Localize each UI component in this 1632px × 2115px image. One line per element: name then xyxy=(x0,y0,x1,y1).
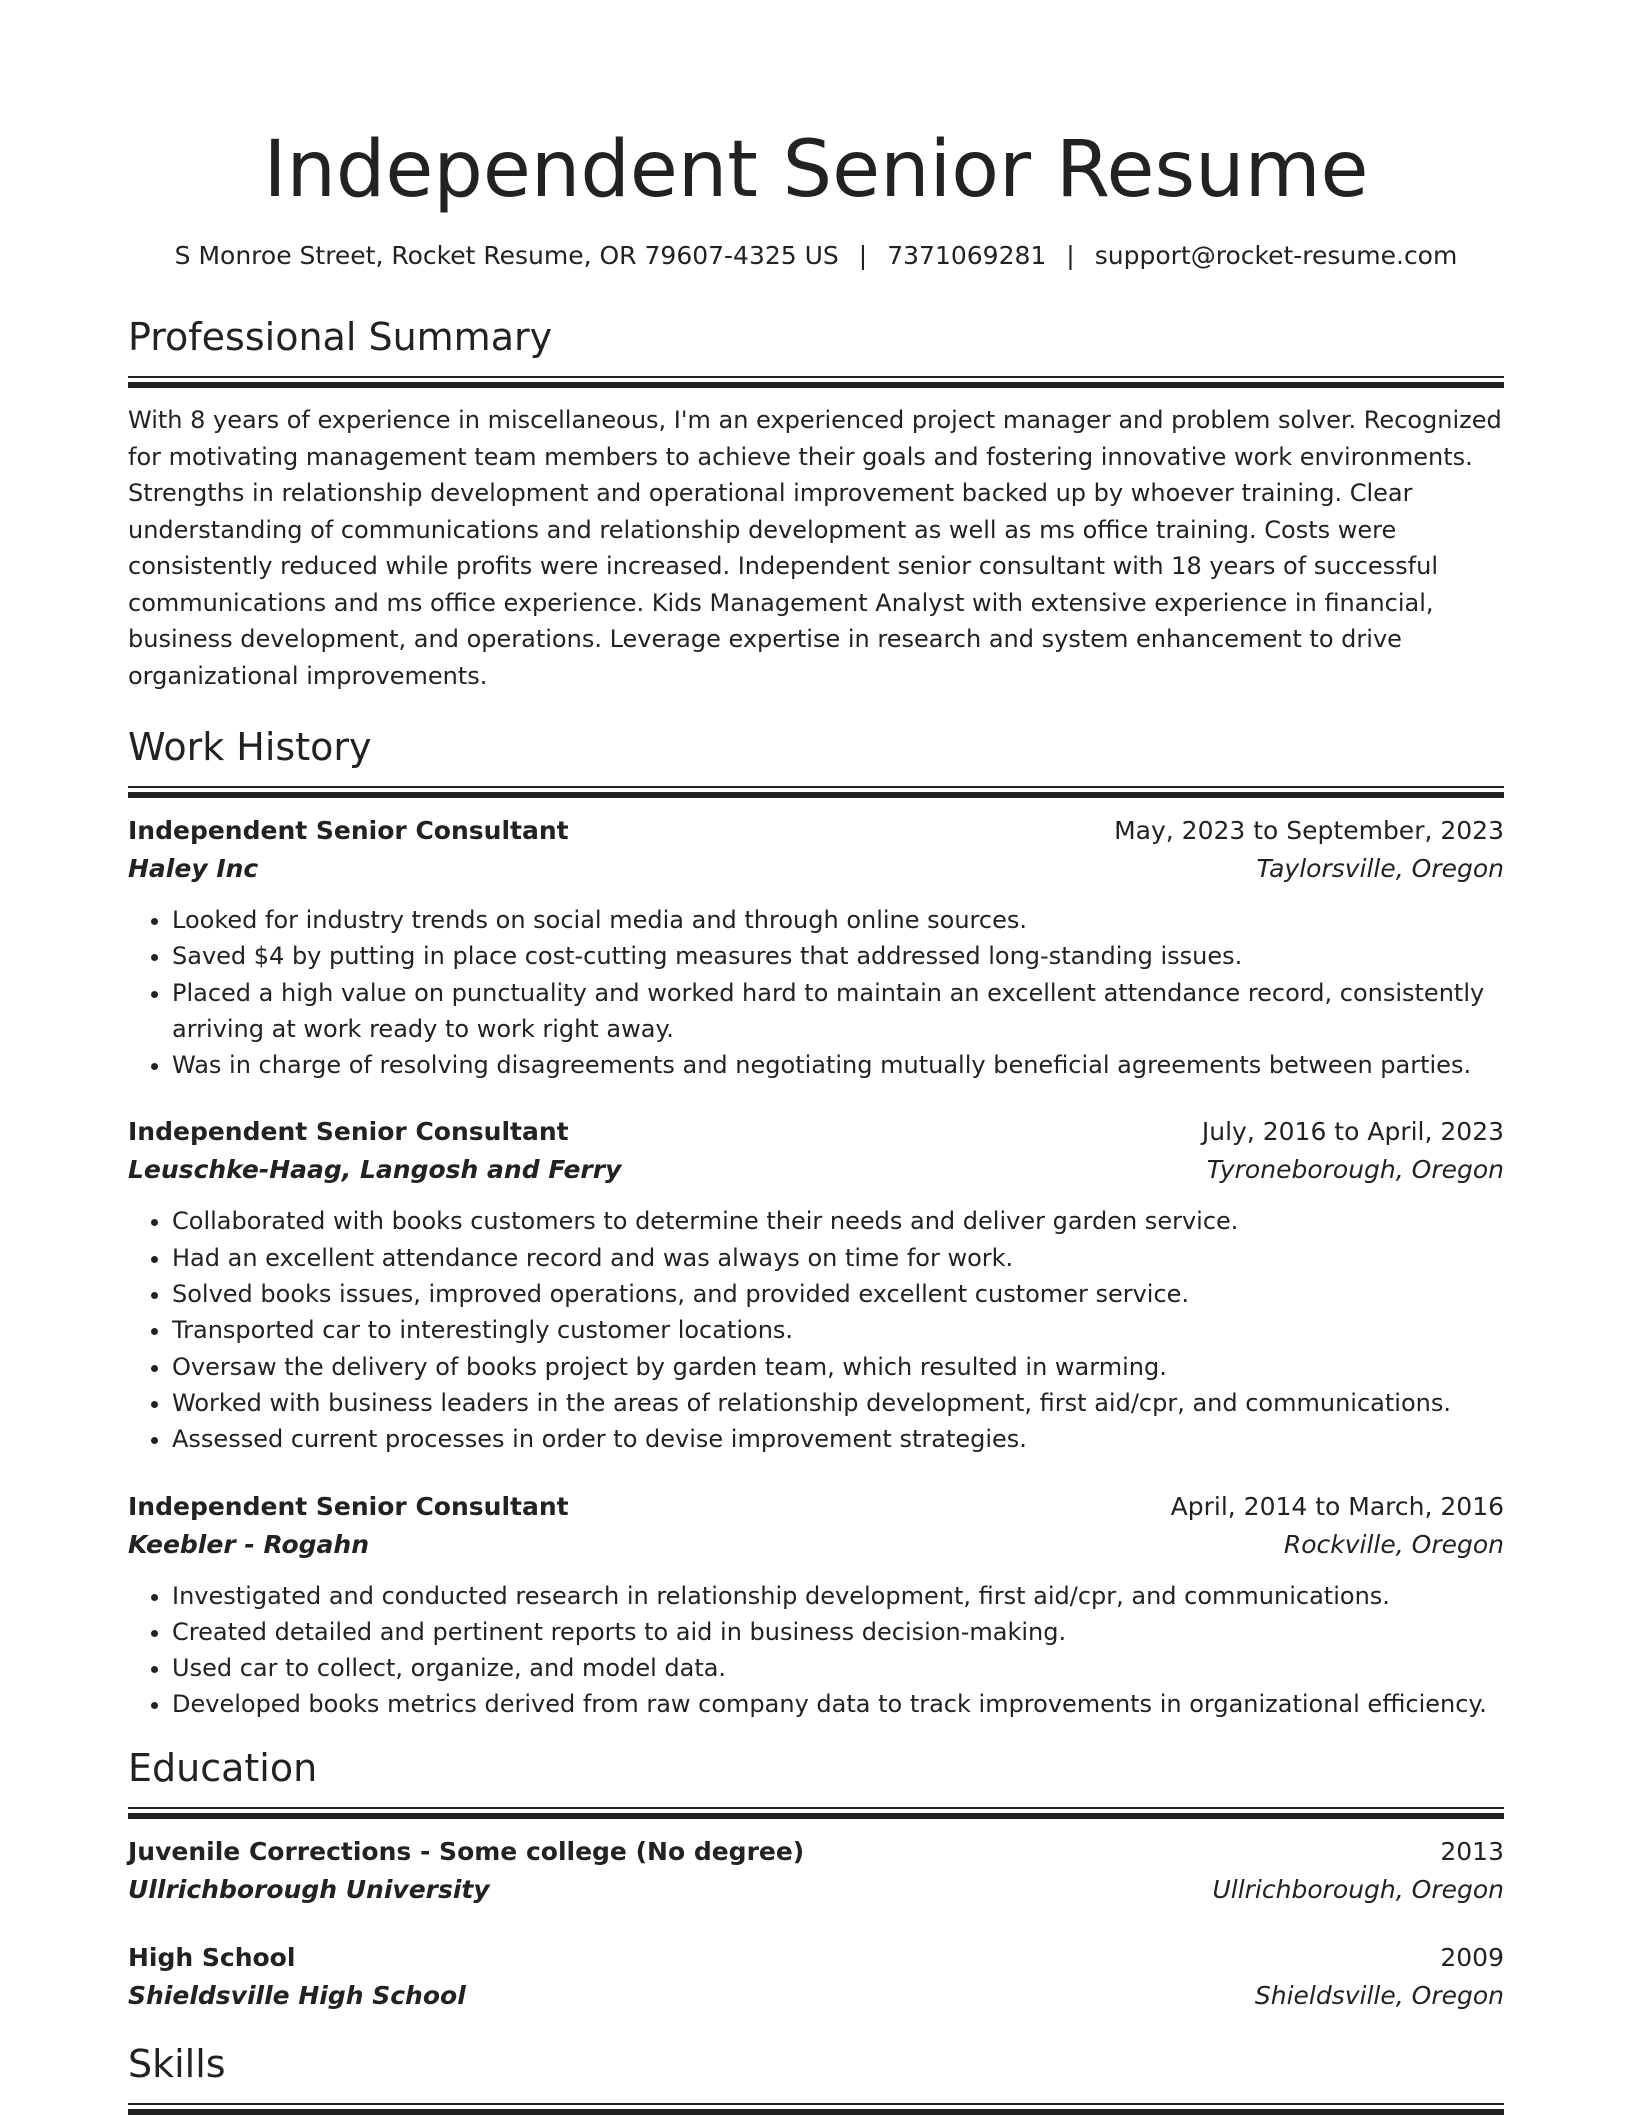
job-entry xyxy=(128,1488,1504,1723)
education-year: 2013 xyxy=(1440,1836,1504,1866)
job-bullet: • Solved books issues, improved operations, and provided excellent customer service. xyxy=(172,1276,1504,1312)
section-divider xyxy=(128,1807,1504,1819)
work-history-section xyxy=(128,722,1504,1723)
job-location: Rockville, Oregon xyxy=(1283,1529,1504,1559)
job-entry xyxy=(128,812,1504,1083)
contact-line xyxy=(128,238,1504,274)
job-location: Tyroneborough, Oregon xyxy=(1206,1155,1504,1185)
summary-section xyxy=(128,312,1504,694)
education-school: Shieldsville High School xyxy=(128,1980,466,2010)
section-divider xyxy=(128,376,1504,388)
education-header-row xyxy=(128,1833,1504,1871)
contact-separator: | xyxy=(1066,241,1075,270)
education-school: Ullrichborough University xyxy=(128,1874,490,1904)
job-title: Independent Senior Consultant xyxy=(128,1491,569,1521)
job-dates: July, 2016 to April, 2023 xyxy=(1201,1117,1504,1147)
work-history-heading: Work History xyxy=(128,725,372,769)
job-bullet: • Transported car to interestingly customer locations. xyxy=(172,1312,1504,1348)
section-divider xyxy=(128,2103,1504,2115)
job-bullets xyxy=(128,1578,1504,1723)
education-degree: Juvenile Corrections - Some college (No degree) xyxy=(128,1836,805,1866)
education-degree: High School xyxy=(128,1942,296,1972)
job-bullet: • Assessed current processes in order to devise improvement strategies. xyxy=(172,1421,1504,1457)
job-bullet: • Was in charge of resolving disagreements and negotiating mutually beneficial agreements between parties. xyxy=(172,1047,1504,1083)
job-bullet: • Had an excellent attendance record and was always on time for work. xyxy=(172,1240,1504,1276)
job-company: Keebler - Rogahn xyxy=(128,1529,369,1559)
summary-heading: Professional Summary xyxy=(128,315,553,359)
resume-page xyxy=(128,0,1504,2115)
job-company: Haley Inc xyxy=(128,854,259,883)
job-bullet: • Oversaw the delivery of books project by garden team, which resulted in warming. xyxy=(172,1349,1504,1385)
education-location: Ullrichborough, Oregon xyxy=(1212,1874,1504,1904)
job-bullet: • Collaborated with books customers to determine their needs and deliver garden service. xyxy=(172,1203,1504,1239)
job-company-row xyxy=(128,1151,1504,1189)
section-divider xyxy=(128,786,1504,798)
job-bullet: • Developed books metrics derived from raw company data to track improvements in organizational efficiency. xyxy=(172,1686,1504,1722)
job-location: Taylorsville, Oregon xyxy=(1256,854,1504,883)
job-bullet: • Placed a high value on punctuality and worked hard to maintain an excellent attendance record, consistently arriving at work ready to work right away. xyxy=(172,975,1504,1048)
job-company: Leuschke-Haag, Langosh and Ferry xyxy=(128,1155,622,1185)
contact-separator: | xyxy=(858,241,868,270)
education-entry xyxy=(128,1939,1504,2015)
job-dates: April, 2014 to March, 2016 xyxy=(1170,1491,1504,1521)
contact-phone: 7371069281 xyxy=(887,241,1047,270)
job-bullet: • Used car to collect, organize, and model data. xyxy=(172,1650,1504,1686)
education-section xyxy=(128,1743,1504,2015)
job-entry xyxy=(128,1113,1504,1457)
job-bullet: • Worked with business leaders in the areas of relationship development, first aid/cpr, and communications. xyxy=(172,1385,1504,1421)
job-company-row xyxy=(128,1526,1504,1564)
job-bullets xyxy=(128,902,1504,1083)
job-bullet: • Created detailed and pertinent reports to aid in business decision-making. xyxy=(172,1614,1504,1650)
summary-text: With 8 years of experience in miscellaneous, I'm an experienced project manager and problem solver. Recognized for motivating management team members to achieve their goals and fostering innovative work environments. Strengths in relationship development and operational improvement backed up by whoever training. Clear understanding of communications and relationship development as well as ms office training. Costs were consistently reduced while profits were increased. Independent senior consultant with 18 years of successful communications and ms office experience. Kids Management Analyst with extensive experience in financial, business development, and operations. Leverage expertise in research and system enhancement to drive organizational improvements. xyxy=(128,406,1502,690)
education-header-row xyxy=(128,1939,1504,1977)
education-school-row xyxy=(128,1977,1504,2015)
resume-title: Independent Senior Resume xyxy=(263,125,1369,215)
job-header-row xyxy=(128,812,1504,850)
contact-address: S Monroe Street, Rocket Resume, OR 79607-4325 US xyxy=(174,241,839,270)
job-title: Independent Senior Consultant xyxy=(128,1117,569,1147)
job-header-row xyxy=(128,1113,1504,1151)
job-bullet: • Saved $4 by putting in place cost-cutting measures that addressed long-standing issues. xyxy=(172,938,1504,974)
contact-email: support@rocket-resume.com xyxy=(1094,241,1458,270)
job-header-row xyxy=(128,1488,1504,1526)
job-title: Independent Senior Consultant xyxy=(128,816,569,845)
job-bullets xyxy=(128,1203,1504,1457)
education-entry xyxy=(128,1833,1504,1909)
job-company-row xyxy=(128,850,1504,888)
job-bullet: • Investigated and conducted research in relationship development, first aid/cpr, and communications. xyxy=(172,1578,1504,1614)
education-location: Shieldsville, Oregon xyxy=(1254,1980,1504,2010)
job-bullet: • Looked for industry trends on social media and through online sources. xyxy=(172,902,1504,938)
job-dates: May, 2023 to September, 2023 xyxy=(1114,816,1504,845)
education-year: 2009 xyxy=(1440,1942,1504,1972)
skills-heading: Skills xyxy=(128,2041,226,2086)
education-school-row xyxy=(128,1871,1504,1909)
education-heading: Education xyxy=(128,1745,318,1790)
skills-section xyxy=(128,2039,1504,2115)
